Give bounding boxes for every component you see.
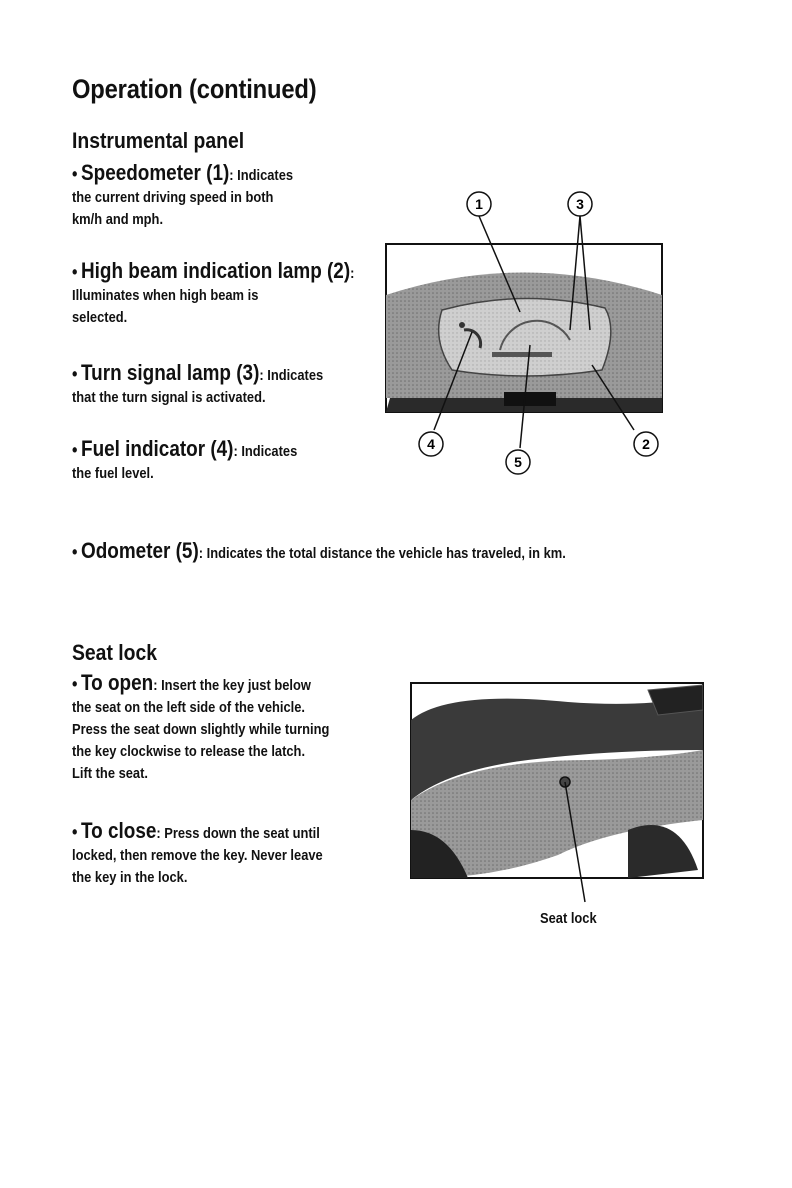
svg-text:3: 3 [576,196,584,212]
to-close-term: To close [81,818,157,843]
to-open-item: • To open: Insert the key just below the seat on the left side of the vehicle. Press the seat down slightly while turning the key clockwise to release the latch. Lift the seat. [72,670,330,782]
svg-text:4: 4 [427,436,435,452]
fuel-indicator-item: • Fuel indicator (4): Indicates the fuel level. [72,436,298,482]
svg-text:5: 5 [514,454,522,470]
bullet: • [72,364,78,384]
turn-signal-desc: : Indicates [259,367,324,384]
seat-lock-figure [408,680,708,905]
instrument-cluster [439,298,611,376]
callout-2 [634,432,658,456]
to-open-term: To open [81,670,154,695]
bullet: • [72,542,78,562]
instrument-panel-figure [380,180,680,480]
odometer-readout [492,352,552,357]
speedometer-term: Speedometer (1) [81,160,230,185]
turn-signal-item: • Turn signal lamp (3): Indicates that the turn signal is activated. [72,360,324,406]
callout-1 [467,192,491,216]
svg-text:2: 2 [642,436,650,452]
to-close-item: • To close: Press down the seat until locked, then remove the key. Never leave the key in the lock. [72,818,323,886]
fuel-indicator-term: Fuel indicator (4) [81,436,234,461]
odometer-desc: : Indicates the total distance the vehicle has traveled, in km. [198,545,566,562]
callout-5 [506,450,530,474]
high-beam-term: High beam indication lamp (2) [81,258,351,283]
turn-signal-term: Turn signal lamp (3) [81,360,260,385]
instrument-panel-heading: Instrumental panel [72,128,245,153]
page-title: Operation (continued) [72,74,317,104]
bullet: • [72,164,78,184]
speedometer-desc: : Indicates [229,167,294,184]
high-beam-item: • High beam indication lamp (2): Illuminates when high beam is selected. [72,258,355,326]
bullet: • [72,674,78,694]
callout-4 [419,432,443,456]
seat-lock-label: Seat lock [540,910,597,927]
bullet: • [72,262,78,282]
odometer-item [72,540,708,565]
bullet: • [72,822,78,842]
fuel-indicator-desc: : Indicates [233,443,298,460]
high-beam-desc: : [350,265,355,282]
svg-text:1: 1 [475,196,483,212]
seat-lock-heading: Seat lock [72,640,158,665]
bullet: • [72,440,78,460]
callout-3 [568,192,592,216]
odometer-term: Odometer (5) [81,538,199,563]
speedometer-item: • Speedometer (1): Indicates the current driving speed in both km/h and mph. [72,160,294,228]
